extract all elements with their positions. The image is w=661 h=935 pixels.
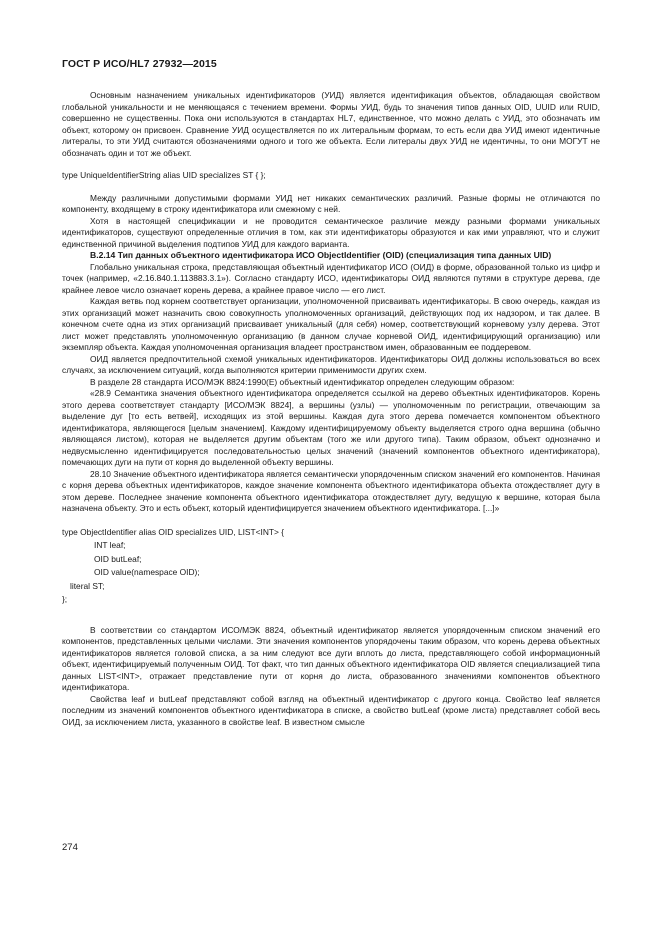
paragraph-oid-definition: Глобально уникальная строка, представляющая объектный идентификатор ИСО (ОИД) в форме, образованной только из цифр и точек (например, «2.16.840.1.113883.3.1»). Согласно стандарту ИСО, идентификаторы ОИД являются путями в структуре дерева, где крайнее левое число означает корень дерева, а крайнее правое число — его лист. [62, 261, 600, 295]
code-line: type ObjectIdentifier alias OID specializes UID, LIST<INT> { [62, 526, 285, 537]
code-uid-declaration: type UniqueIdentifierString alias UID specializes ST { }; [62, 170, 266, 180]
code-line: }; [62, 594, 68, 604]
code-line: OID butLeaf; [94, 553, 142, 564]
paragraph-uid-forms: Между различными допустимыми формами УИД нет никаких семантических различий. Разные формы не отличаются по компоненту, входящему в строку идентификатора или смежному с ней. [62, 192, 600, 214]
document-page [62, 58, 600, 728]
code-oid-declaration [62, 526, 600, 607]
page-number: 274 [62, 842, 78, 853]
section-heading-oid: B.2.14 Тип данных объектного идентификатора ИСО ObjectIdentifier (OID) (специализация типа данных UID) [90, 250, 552, 260]
paragraph-iso-8824-intro: В разделе 28 стандарта ИСО/МЭК 8824:1990(Е) объектный идентификатор определен следующим образом: [90, 376, 515, 387]
code-line: INT leaf; [94, 540, 126, 550]
paragraph-oid-branches: Каждая ветвь под корнем соответствует организации, уполномоченной присваивать идентификаторы. В свою очередь, каждая из этих организаций может назначить свою совокупность уполномоченных организаций, действующих под их надзором, и так далее. В конечном счете одна из этих организаций присваивает уникальный (для себя) номер, соответствующий корневому узлу дерева. Этот лист может представлять уполномоченную организацию (в данном случае корневой ОИД, идентифицирующий организацию) или экземпляр объекта. Каждая уполномоченная организация владеет пространством имен, образованным ее поддеревом. [62, 296, 600, 352]
paragraph-oid-preferred: ОИД является предпочтительной схемой уникальных идентификаторов. Идентификаторы ОИД должны использоваться во всех случаях, за исключением ситуаций, когда выполняются критерии применимости других схем. [62, 353, 600, 375]
paragraph-uid-subtypes: Хотя в настоящей спецификации и не проводится семантическое различие между разными формами уникальных идентификаторов, существуют определенные отличия в том, как эти идентификаторы образуются и как ими управляют, что и служит единственной причиной выделения подтипов УИД для каждого варианта. [62, 215, 600, 249]
paragraph-leaf-butleaf: Свойства leaf и butLeaf представляют собой взгляд на объектный идентификатор с другого конца. Свойство leaf является последним из значений компонентов объектного идентификатора в списке, а свойство butLeaf (кроме листа) представляет собой весь ОИД, за исключением листа, указанного в свойстве leaf. В известном смысле [62, 693, 600, 727]
paragraph-quote-28-9: «28.9 Семантика значения объектного идентификатора определяется ссылкой на дерево объектных идентификаторов. Корень этого дерева соответствует стандарту [ИСО/МЭК 8824], а вершины (узлы) — уполномоченным по регистрации, отвечающим за выделение дуг [то есть ветвей], исходящих из этой вершины. Каждая дуга этого дерева помечается компонентом объектного идентификатора, являющегося [целым значением]. Каждому идентифицируемому объекту выделяется строго одна вершина (обычно являющаяся листом), которая не выделяется другим объектам (того же или другого типа). Таким образом, объект однозначно и недвусмысленно идентифицируется последовательностью целых значений (значений компонентов объектного идентификатора), помечающих дуги на пути от корня до выделенной объекту вершины. [62, 388, 600, 467]
paragraph-oid-list: В соответствии со стандартом ИСО/МЭК 8824, объектный идентификатор является упорядоченным списком значений его компонентов, представленных целыми числами. Эти значения компонентов упорядочены таким образом, что корень дерева объектных идентификаторов является головой списка, а за ним следуют все дуги вплоть до листа, представляющего собой информационный объект, идентифицируемый полученным ОИД. Тот факт, что тип данных объектного идентификатора OID является специализацией типа данных LIST<INT>, отражает представление пути от корня до листа, образованного значениями компонентов объектного идентификатора. [62, 624, 600, 692]
paragraph-quote-28-10: 28.10 Значение объектного идентификатора является семантически упорядоченным списком значений его компонентов. Начиная с корня дерева объектных идентификаторов, каждое значение компонента объектного идентификатора объекта отождествляет дугу в этом дереве. Последнее значение компонента объектного идентификатора отождествляет дугу, ведущую к вершине, которая была назначена объекту. Это и есть объект, который идентифицируется значением объектного идентификатора. [...]» [62, 468, 600, 513]
code-line: OID value(namespace OID); [94, 567, 200, 577]
paragraph-uid-purpose: Основным назначением уникальных идентификаторов (УИД) является идентификация объектов, обладающая свойством глобальной уникальности и не меняющаяся с течением времени. Формы УИД, будь то значения типов данных OID, UUID или RUID, совершенно не существенны. Пока они используются в стандартах HL7, единственное, что можно делать с УИД, это обозначать им объект, которому он присвоен. Сравнение УИД осуществляется по их литеральным формам, то есть если два УИД имеют идентичные литералы, то эти УИД считаются обозначениями одного и того же объекта. Если литералы двух УИД не идентичны, то они МОГУТ не обозначать один и тот же объект. [62, 90, 600, 158]
code-line: literal ST; [70, 580, 105, 591]
document-header: ГОСТ Р ИСО/HL7 27932—2015 [62, 58, 217, 70]
